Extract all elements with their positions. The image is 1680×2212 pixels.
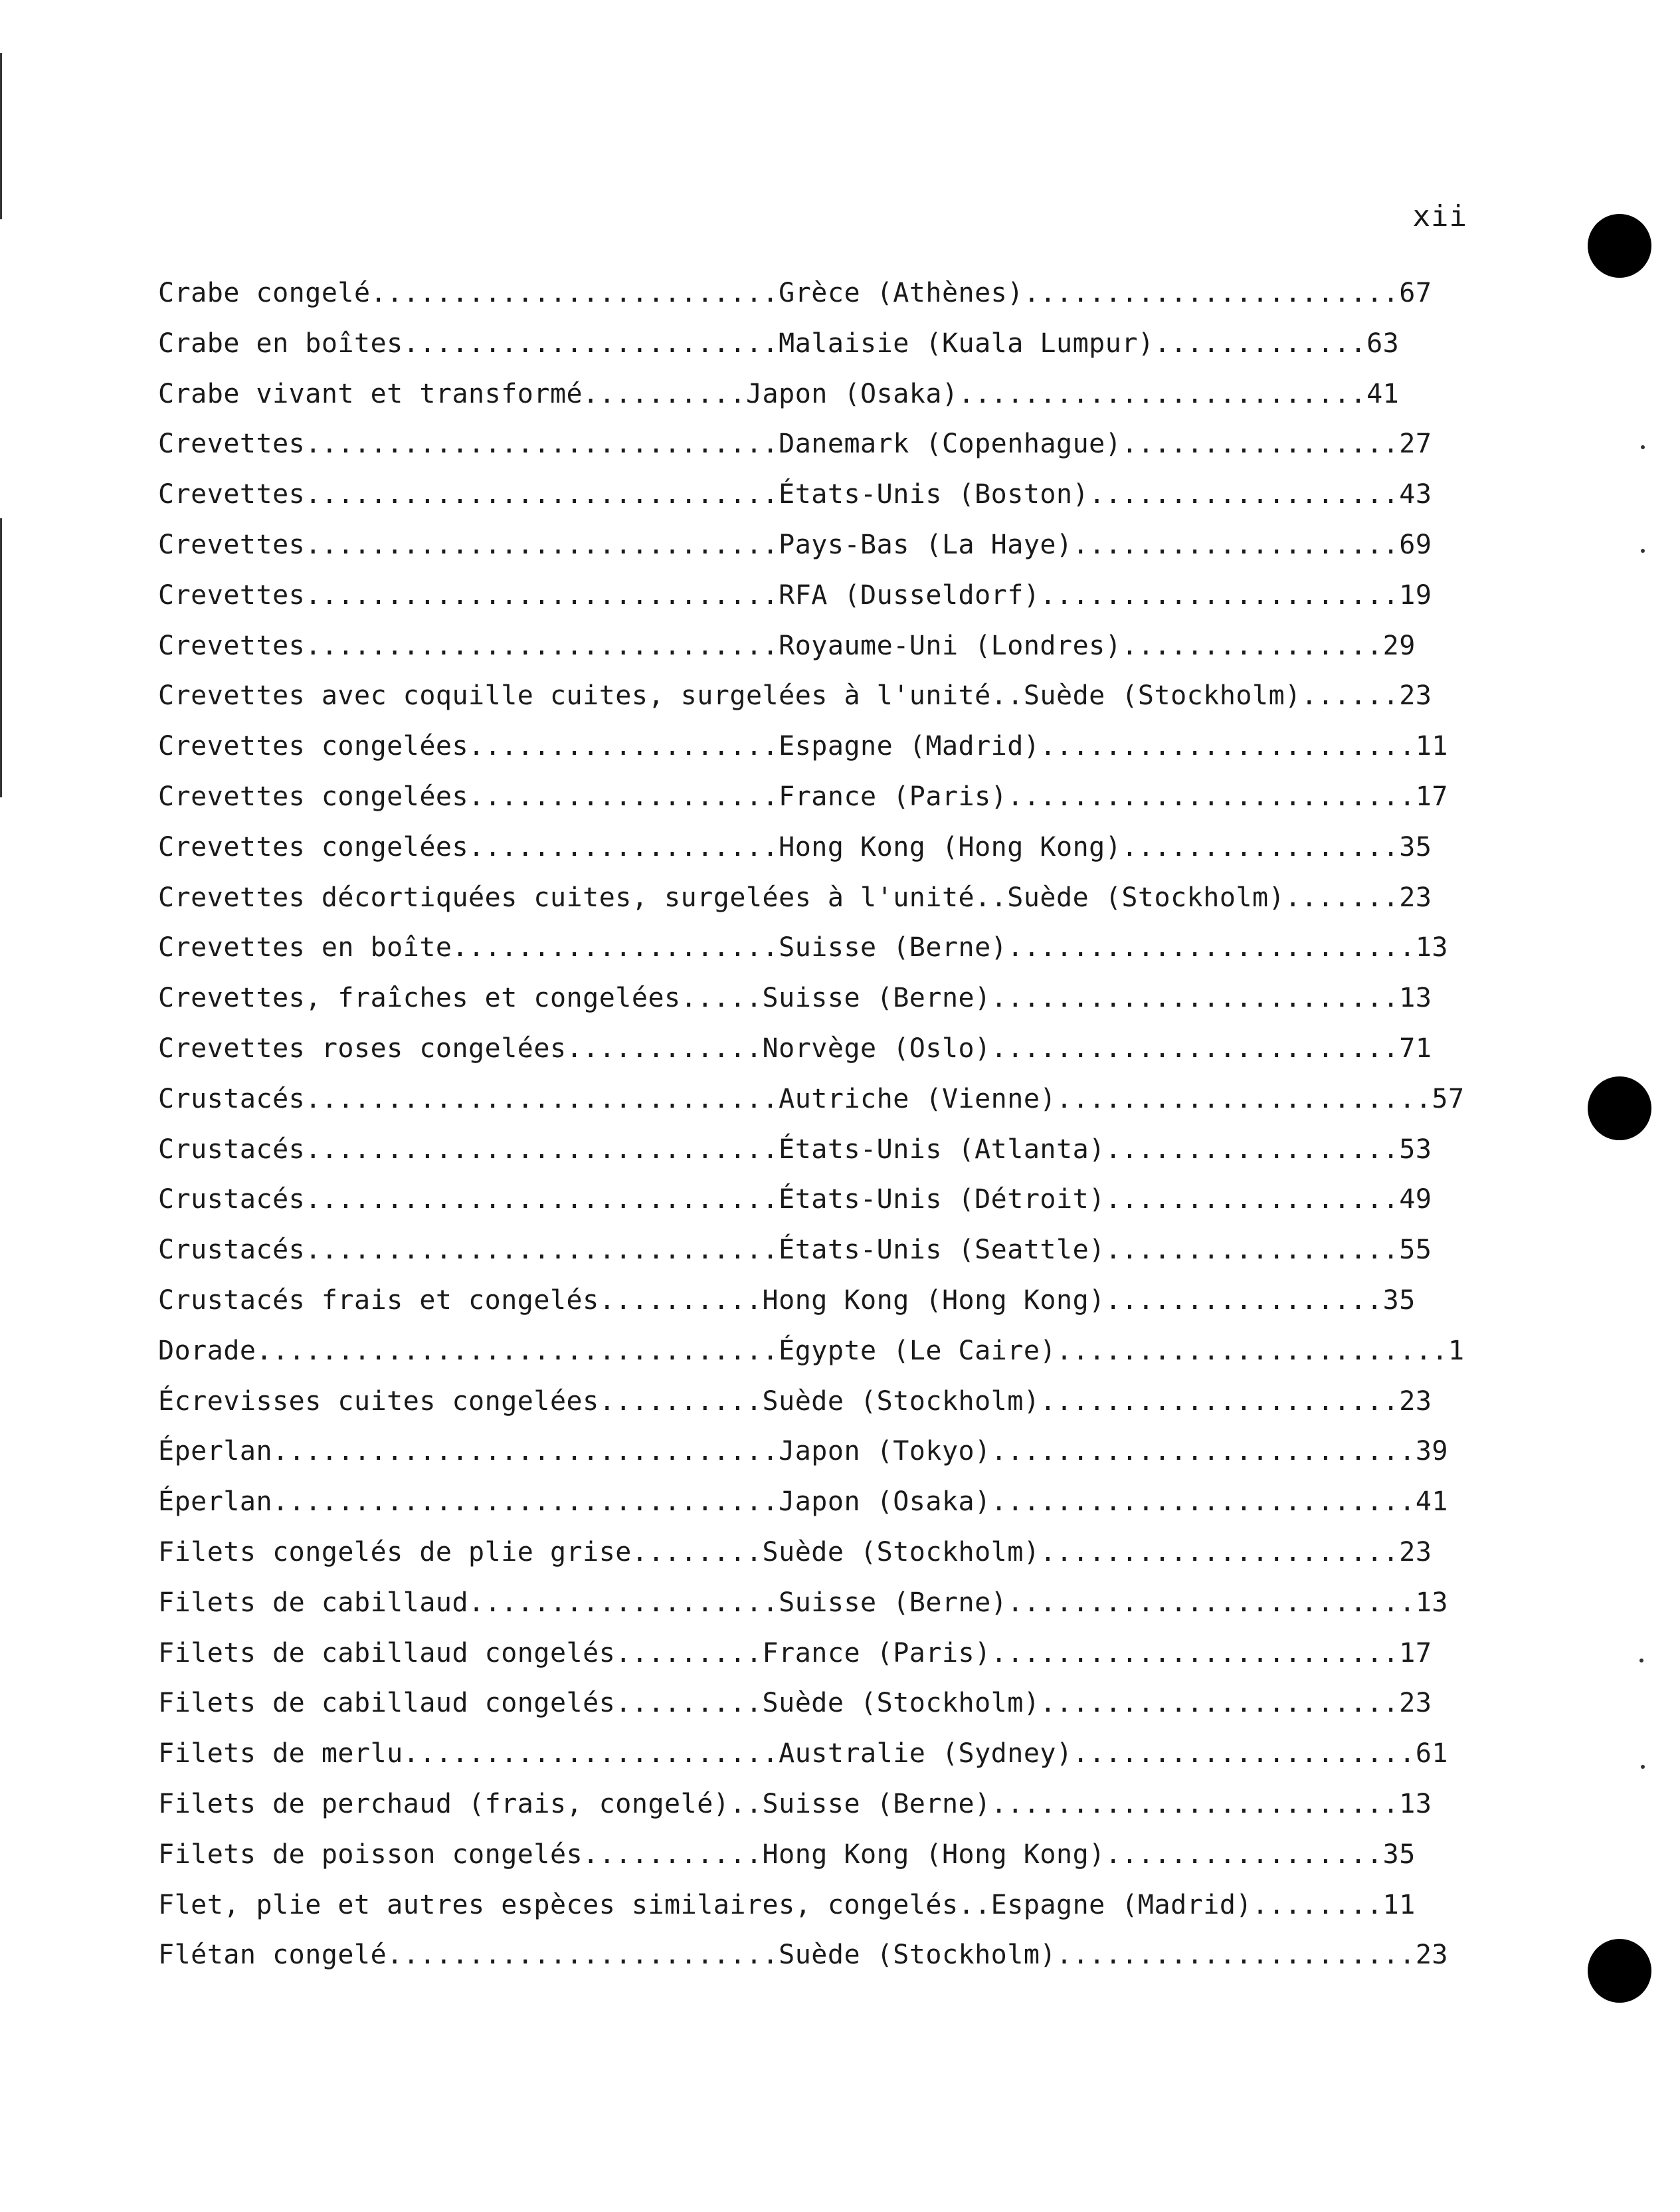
index-entry: Crustacés.............................États-Unis (Seattle)..................55 xyxy=(158,1235,1432,1266)
scan-speck xyxy=(1639,1659,1643,1662)
index-entry: Filets de merlu.......................Australie (Sydney).....................61 xyxy=(158,1738,1448,1769)
index-entry: Crustacés.............................États-Unis (Détroit)..................49 xyxy=(158,1184,1432,1215)
index-entry: Filets de poisson congelés...........Hong Kong (Hong Kong).................35 xyxy=(158,1839,1416,1870)
index-entry: Crevettes.............................RFA (Dusseldorf)......................19 xyxy=(158,579,1432,611)
index-entry: Flétan congelé........................Suède (Stockholm)......................23 xyxy=(158,1940,1448,1971)
index-entry: Écrevisses cuites congelées..........Suède (Stockholm)......................23 xyxy=(158,1385,1432,1417)
scan-speck xyxy=(1641,1765,1645,1769)
punch-hole-middle xyxy=(1588,1076,1651,1140)
index-entry: Flet, plie et autres espèces similaires, congelés..Espagne (Madrid)........11 xyxy=(158,1889,1416,1920)
page-number: xii xyxy=(1412,199,1467,233)
index-entry: Crevettes décortiquées cuites, surgelées à l'unité..Suède (Stockholm).......23 xyxy=(158,882,1432,913)
index-entry: Crustacés.............................États-Unis (Atlanta)..................53 xyxy=(158,1134,1432,1165)
index-entry: Filets congelés de plie grise........Suède (Stockholm)......................23 xyxy=(158,1536,1432,1567)
index-entry: Crevettes roses congelées............Norvège (Oslo).........................71 xyxy=(158,1033,1432,1064)
index-entry: Crevettes congelées...................Espagne (Madrid).......................11 xyxy=(158,731,1448,762)
index-entry: Crabe en boîtes.......................Malaisie (Kuala Lumpur).............63 xyxy=(158,328,1400,359)
index-entry: Filets de cabillaud congelés.........France (Paris).........................17 xyxy=(158,1637,1432,1668)
index-entry: Éperlan...............................Japon (Tokyo)..........................39 xyxy=(158,1436,1448,1467)
index-entry: Filets de perchaud (frais, congelé)..Suisse (Berne).........................13 xyxy=(158,1788,1432,1819)
punch-hole-top xyxy=(1588,214,1651,278)
index-entry: Crustacés frais et congelés..........Hong Kong (Hong Kong).................35 xyxy=(158,1284,1416,1316)
scan-speck xyxy=(1641,549,1645,553)
index-entry: Dorade................................Égypte (Le Caire)........................1 xyxy=(158,1335,1465,1366)
index-entry: Crustacés.............................Autriche (Vienne).......................57 xyxy=(158,1083,1465,1114)
index-entry: Filets de cabillaud...................Suisse (Berne).........................13 xyxy=(158,1587,1448,1618)
index-entry: Crevettes, fraîches et congelées.....Suisse (Berne).........................13 xyxy=(158,983,1432,1014)
index-entry: Éperlan...............................Japon (Osaka)..........................41 xyxy=(158,1486,1448,1518)
punch-hole-bottom xyxy=(1588,1939,1651,2003)
index-entry: Crabe congelé.........................Grèce (Athènes).......................67 xyxy=(158,278,1432,308)
index-entry: Filets de cabillaud congelés.........Suède (Stockholm)......................23 xyxy=(158,1688,1432,1719)
index-entry: Crevettes.............................Pays-Bas (La Haye)....................69 xyxy=(158,529,1432,560)
index-entry: Crevettes.............................Danemark (Copenhague).................27 xyxy=(158,429,1432,460)
scan-edge-mark-bottom xyxy=(0,518,2,797)
scan-edge-mark-top xyxy=(0,53,2,219)
index-entry: Crevettes.............................Royaume-Uni (Londres)................29 xyxy=(158,630,1416,661)
index-entry: Crevettes en boîte....................Suisse (Berne).........................13 xyxy=(158,932,1448,963)
index-entry: Crevettes congelées...................France (Paris).........................17 xyxy=(158,781,1448,812)
index-entry: Crevettes.............................États-Unis (Boston)...................43 xyxy=(158,479,1432,510)
index-entry: Crevettes congelées...................Hong Kong (Hong Kong).................35 xyxy=(158,831,1432,862)
index-entry: Crabe vivant et transformé..........Japon (Osaka).........................41 xyxy=(158,378,1400,409)
scan-speck xyxy=(1641,445,1645,449)
index-list xyxy=(158,268,1472,1981)
index-entry: Crevettes avec coquille cuites, surgelées à l'unité..Suède (Stockholm)......23 xyxy=(158,680,1432,712)
